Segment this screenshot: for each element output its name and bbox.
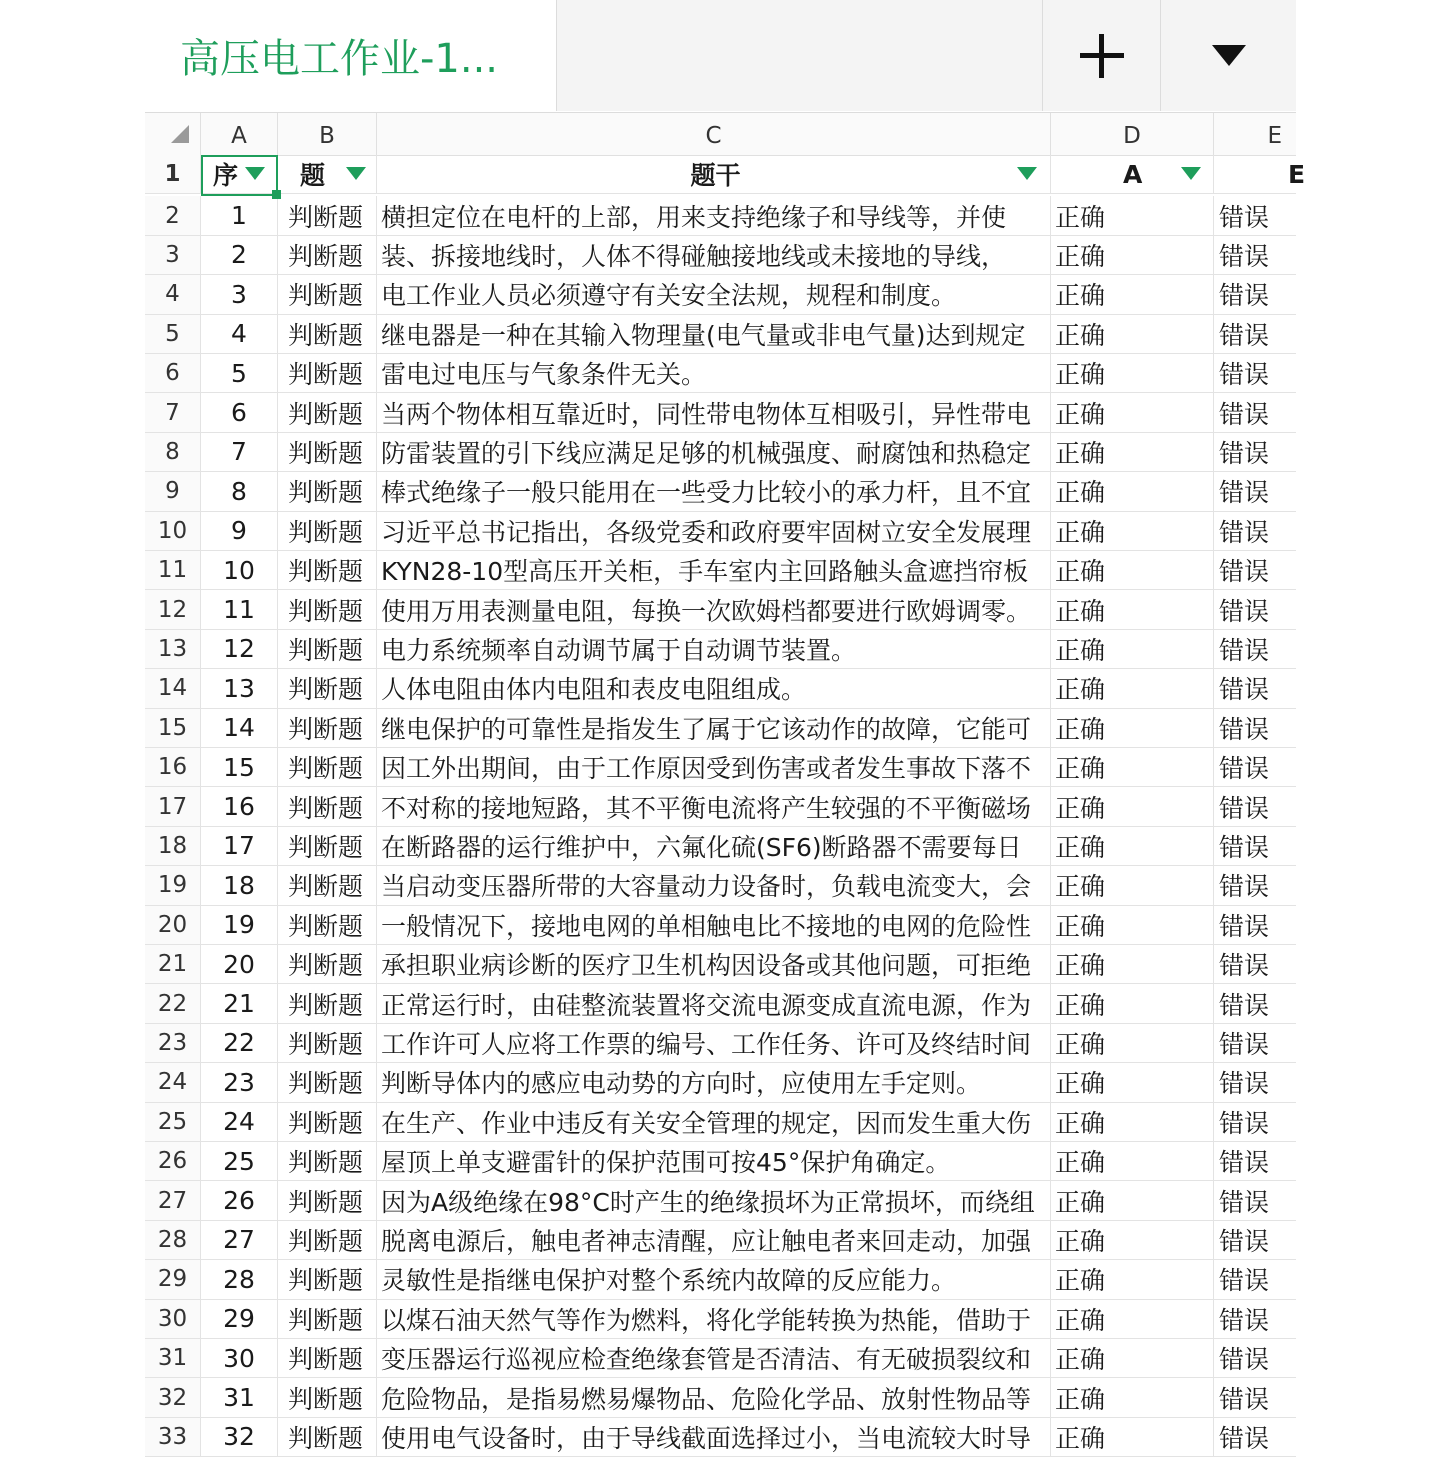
cell-type[interactable]: 判断题 bbox=[278, 669, 377, 707]
cell-seq[interactable]: 30 bbox=[201, 1339, 278, 1377]
cell-option-b[interactable]: 错误 bbox=[1219, 320, 1270, 350]
sheet-tab-active[interactable] bbox=[145, 0, 557, 111]
cell-type[interactable]: 判断题 bbox=[278, 433, 377, 471]
cell-stem[interactable]: 装、拆接地线时，人体不得碰触接地线或未接地的导线， bbox=[377, 236, 1051, 274]
cell-seq[interactable]: 13 bbox=[201, 669, 278, 707]
cell-seq[interactable]: 24 bbox=[201, 1103, 278, 1141]
cell-option-b[interactable]: 错误 bbox=[1219, 1345, 1270, 1375]
table-row bbox=[145, 630, 1296, 669]
cell-type[interactable]: 判断题 bbox=[278, 906, 377, 944]
row-number[interactable]: 29 bbox=[145, 1260, 201, 1298]
row-number[interactable]: 4 bbox=[145, 275, 201, 313]
cell-stem[interactable]: 工作许可人应将工作票的编号、工作任务、许可及终结时间 bbox=[377, 1024, 1051, 1062]
cell-seq[interactable]: 3 bbox=[201, 275, 278, 313]
cell-seq[interactable]: 20 bbox=[201, 945, 278, 983]
select-all-corner[interactable] bbox=[145, 113, 201, 155]
cell-stem[interactable]: 不对称的接地短路，其不平衡电流将产生较强的不平衡磁场 bbox=[377, 787, 1051, 825]
cell-stem[interactable]: 使用电气设备时，由于导线截面选择过小，当电流较大时导 bbox=[377, 1418, 1051, 1456]
plus-icon bbox=[1078, 32, 1126, 80]
cell-option-a[interactable]: 正确 bbox=[1051, 1260, 1214, 1298]
cell-type[interactable]: 判断题 bbox=[278, 275, 377, 313]
cell-seq[interactable]: 25 bbox=[201, 1142, 278, 1180]
cell-stem[interactable]: 正常运行时，由硅整流装置将交流电源变成直流电源，作为 bbox=[377, 984, 1051, 1022]
cell-stem[interactable]: 因工外出期间，由于工作原因受到伤害或者发生事故下落不 bbox=[377, 748, 1051, 786]
cell-stem[interactable]: 因为A级绝缘在98°C时产生的绝缘损坏为正常损坏，而绕组 bbox=[377, 1181, 1051, 1219]
cell-type[interactable]: 判断题 bbox=[278, 1260, 377, 1298]
add-sheet-button[interactable] bbox=[1043, 0, 1161, 111]
cell-option-a[interactable]: 正确 bbox=[1051, 1063, 1214, 1101]
header-row bbox=[145, 155, 1306, 194]
cell-stem[interactable]: 人体电阻由体内电阻和表皮电阻组成。 bbox=[377, 669, 1051, 707]
cell-option-b[interactable]: 错误 bbox=[1219, 478, 1270, 508]
row-number[interactable]: 1 bbox=[145, 155, 201, 193]
table-row bbox=[145, 393, 1296, 432]
cell-type[interactable]: 判断题 bbox=[278, 551, 377, 589]
cell-type[interactable]: 判断题 bbox=[278, 1300, 377, 1338]
cell-seq[interactable]: 10 bbox=[201, 551, 278, 589]
header-cell-option-a[interactable] bbox=[1051, 155, 1214, 193]
table-row bbox=[145, 275, 1296, 314]
row-number[interactable]: 23 bbox=[145, 1024, 201, 1062]
filter-triangle-icon[interactable] bbox=[1017, 167, 1037, 181]
cell-stem[interactable]: 习近平总书记指出，各级党委和政府要牢固树立安全发展理 bbox=[377, 512, 1051, 550]
cell-type[interactable]: 判断题 bbox=[278, 827, 377, 865]
cell-option-b[interactable]: 错误 bbox=[1219, 399, 1270, 429]
row-number[interactable]: 16 bbox=[145, 748, 201, 786]
sheet-tab-title: 高压电工作业-1... bbox=[180, 36, 499, 82]
cell-type[interactable]: 判断题 bbox=[278, 1221, 377, 1259]
cell-stem[interactable]: 以煤石油天然气等作为燃料，将化学能转换为热能，借助于 bbox=[377, 1300, 1051, 1338]
cell-option-a[interactable]: 正确 bbox=[1051, 1024, 1214, 1062]
row-number[interactable]: 13 bbox=[145, 630, 201, 668]
cell-option-b[interactable]: 错误 bbox=[1219, 635, 1270, 665]
table-row bbox=[145, 945, 1296, 984]
row-number[interactable]: 26 bbox=[145, 1142, 201, 1180]
row-number[interactable]: 9 bbox=[145, 472, 201, 510]
cell-seq[interactable]: 17 bbox=[201, 827, 278, 865]
row-number[interactable]: 12 bbox=[145, 590, 201, 628]
cell-type[interactable]: 判断题 bbox=[278, 1418, 377, 1456]
cell-option-a[interactable]: 正确 bbox=[1051, 787, 1214, 825]
cell-option-a[interactable]: 正确 bbox=[1051, 1142, 1214, 1180]
cell-type[interactable]: 判断题 bbox=[278, 984, 377, 1022]
table-row bbox=[145, 354, 1296, 393]
cell-option-b[interactable]: 错误 bbox=[1219, 596, 1270, 626]
cell-option-b[interactable]: 错误 bbox=[1219, 675, 1270, 705]
cell-option-b[interactable]: 错误 bbox=[1219, 754, 1270, 784]
cell-stem[interactable]: 继电保护的可靠性是指发生了属于它该动作的故障，它能可 bbox=[377, 709, 1051, 747]
row-number[interactable]: 30 bbox=[145, 1300, 201, 1338]
cell-seq[interactable]: 29 bbox=[201, 1300, 278, 1338]
cell-type[interactable]: 判断题 bbox=[278, 787, 377, 825]
cell-option-b[interactable]: 错误 bbox=[1219, 557, 1270, 587]
table-row bbox=[145, 1142, 1296, 1181]
cell-stem[interactable]: 灵敏性是指继电保护对整个系统内故障的反应能力。 bbox=[377, 1260, 1051, 1298]
table-row bbox=[145, 1300, 1296, 1339]
cell-seq[interactable]: 11 bbox=[201, 590, 278, 628]
cell-option-a[interactable]: 正确 bbox=[1051, 354, 1214, 392]
row-number[interactable]: 21 bbox=[145, 945, 201, 983]
table-row bbox=[145, 827, 1296, 866]
row-number[interactable]: 27 bbox=[145, 1181, 201, 1219]
row-number[interactable]: 32 bbox=[145, 1378, 201, 1416]
cell-type[interactable]: 判断题 bbox=[278, 590, 377, 628]
row-number[interactable]: 28 bbox=[145, 1221, 201, 1259]
header-label-type: 题 bbox=[300, 161, 326, 191]
cell-type[interactable]: 判断题 bbox=[278, 1103, 377, 1141]
header-label-option-b: E bbox=[1288, 159, 1306, 189]
table-row bbox=[145, 472, 1296, 511]
table-row bbox=[145, 433, 1296, 472]
cell-option-a[interactable]: 正确 bbox=[1051, 393, 1214, 431]
cell-stem[interactable]: 当启动变压器所带的大容量动力设备时，负载电流变大，会 bbox=[377, 866, 1051, 904]
table-row bbox=[145, 315, 1296, 354]
cell-seq[interactable]: 16 bbox=[201, 787, 278, 825]
cell-option-a[interactable]: 正确 bbox=[1051, 827, 1214, 865]
row-number[interactable]: 17 bbox=[145, 787, 201, 825]
spreadsheet-app bbox=[145, 0, 1306, 1453]
cell-option-b[interactable]: 错误 bbox=[1219, 911, 1270, 941]
cell-option-b[interactable]: 错误 bbox=[1219, 1069, 1270, 1099]
row-number[interactable]: 10 bbox=[145, 512, 201, 550]
cell-stem[interactable]: 雷电过电压与气象条件无关。 bbox=[377, 354, 1051, 392]
cell-seq[interactable]: 7 bbox=[201, 433, 278, 471]
cell-seq[interactable]: 22 bbox=[201, 1024, 278, 1062]
cell-stem[interactable]: 棒式绝缘子一般只能用在一些受力比较小的承力杆，且不宜 bbox=[377, 472, 1051, 510]
row-number[interactable]: 2 bbox=[145, 196, 201, 234]
cell-stem[interactable]: 屋顶上单支避雷针的保护范围可按45°保护角确定。 bbox=[377, 1142, 1051, 1180]
cell-option-a[interactable]: 正确 bbox=[1051, 315, 1214, 353]
cell-stem[interactable]: 危险物品，是指易燃易爆物品、危险化学品、放射性物品等 bbox=[377, 1378, 1051, 1416]
cell-type[interactable]: 判断题 bbox=[278, 1063, 377, 1101]
cell-seq[interactable]: 9 bbox=[201, 512, 278, 550]
column-header-bar bbox=[145, 113, 1296, 156]
cell-stem[interactable]: 电力系统频率自动调节属于自动调节装置。 bbox=[377, 630, 1051, 668]
cell-type[interactable]: 判断题 bbox=[278, 236, 377, 274]
cell-option-a[interactable]: 正确 bbox=[1051, 433, 1214, 471]
cell-option-b[interactable]: 错误 bbox=[1219, 793, 1270, 823]
cell-seq[interactable]: 5 bbox=[201, 354, 278, 392]
row-number[interactable]: 3 bbox=[145, 236, 201, 274]
header-cell-option-b[interactable] bbox=[1214, 155, 1314, 193]
cell-option-b[interactable]: 错误 bbox=[1219, 281, 1270, 311]
cell-stem[interactable]: 变压器运行巡视应检查绝缘套管是否清洁、有无破损裂纹和 bbox=[377, 1339, 1051, 1377]
cell-type[interactable]: 判断题 bbox=[278, 709, 377, 747]
cell-type[interactable]: 判断题 bbox=[278, 196, 377, 234]
cell-option-a[interactable]: 正确 bbox=[1051, 630, 1214, 668]
cell-type[interactable]: 判断题 bbox=[278, 1142, 377, 1180]
cell-type[interactable]: 判断题 bbox=[278, 748, 377, 786]
table-row bbox=[145, 1418, 1296, 1457]
table-row bbox=[145, 1024, 1296, 1063]
cell-option-b[interactable]: 错误 bbox=[1219, 1266, 1270, 1296]
cell-option-a[interactable]: 正确 bbox=[1051, 236, 1214, 274]
cell-type[interactable]: 判断题 bbox=[278, 512, 377, 550]
filter-triangle-icon[interactable] bbox=[346, 167, 366, 181]
cell-option-b[interactable]: 错误 bbox=[1219, 1384, 1270, 1414]
cell-option-a[interactable]: 正确 bbox=[1051, 984, 1214, 1022]
cell-option-b[interactable]: 错误 bbox=[1219, 202, 1270, 232]
cell-option-a[interactable]: 正确 bbox=[1051, 1103, 1214, 1141]
header-cell-type[interactable] bbox=[278, 155, 377, 193]
cell-seq[interactable]: 1 bbox=[201, 196, 278, 234]
cell-option-a[interactable]: 正确 bbox=[1051, 669, 1214, 707]
cell-seq[interactable]: 2 bbox=[201, 236, 278, 274]
cell-option-b[interactable]: 错误 bbox=[1219, 714, 1270, 744]
cell-option-a[interactable]: 正确 bbox=[1051, 709, 1214, 747]
fill-handle[interactable] bbox=[272, 190, 281, 199]
tab-bar-empty-area bbox=[557, 0, 1043, 111]
cell-stem[interactable]: 当两个物体相互靠近时，同性带电物体互相吸引，异性带电 bbox=[377, 393, 1051, 431]
cell-stem[interactable]: 横担定位在电杆的上部，用来支持绝缘子和导线等，并使 bbox=[377, 196, 1051, 234]
cell-option-a[interactable]: 正确 bbox=[1051, 748, 1214, 786]
cell-option-b[interactable]: 错误 bbox=[1219, 241, 1270, 271]
table-row bbox=[145, 590, 1296, 629]
cell-type[interactable]: 判断题 bbox=[278, 1181, 377, 1219]
row-number[interactable]: 15 bbox=[145, 709, 201, 747]
cell-option-b[interactable]: 错误 bbox=[1219, 1108, 1270, 1138]
cell-option-b[interactable]: 错误 bbox=[1219, 1148, 1270, 1178]
cell-type[interactable]: 判断题 bbox=[278, 472, 377, 510]
cell-type[interactable]: 判断题 bbox=[278, 315, 377, 353]
cell-option-a[interactable]: 正确 bbox=[1051, 196, 1214, 234]
cell-option-b[interactable]: 错误 bbox=[1219, 360, 1270, 390]
row-number[interactable]: 24 bbox=[145, 1063, 201, 1101]
cell-option-b[interactable]: 错误 bbox=[1219, 438, 1270, 468]
cell-seq[interactable]: 8 bbox=[201, 472, 278, 510]
cell-type[interactable]: 判断题 bbox=[278, 945, 377, 983]
cell-stem[interactable]: 一般情况下，接地电网的单相触电比不接地的电网的危险性 bbox=[377, 906, 1051, 944]
cell-seq[interactable]: 28 bbox=[201, 1260, 278, 1298]
cell-type[interactable]: 判断题 bbox=[278, 354, 377, 392]
table-row bbox=[145, 748, 1296, 787]
header-label-seq: 序 bbox=[213, 161, 239, 191]
cell-seq[interactable]: 21 bbox=[201, 984, 278, 1022]
cell-stem[interactable]: 防雷装置的引下线应满足足够的机械强度、耐腐蚀和热稳定 bbox=[377, 433, 1051, 471]
column-header-b[interactable]: B bbox=[278, 113, 377, 155]
cell-stem[interactable]: 脱离电源后，触电者神志清醒，应让触电者来回走动，加强 bbox=[377, 1221, 1051, 1259]
cell-option-a[interactable]: 正确 bbox=[1051, 551, 1214, 589]
row-number[interactable]: 6 bbox=[145, 354, 201, 392]
cell-type[interactable]: 判断题 bbox=[278, 630, 377, 668]
sheet-menu-button[interactable] bbox=[1161, 0, 1296, 111]
table-row bbox=[145, 512, 1296, 551]
corner-triangle-icon bbox=[145, 113, 201, 155]
cell-seq[interactable]: 14 bbox=[201, 709, 278, 747]
cell-stem[interactable]: 使用万用表测量电阻，每换一次欧姆档都要进行欧姆调零。 bbox=[377, 590, 1051, 628]
sheet-tab-bar bbox=[145, 0, 1296, 113]
table-row bbox=[145, 236, 1296, 275]
cell-option-a[interactable]: 正确 bbox=[1051, 1300, 1214, 1338]
column-header-e[interactable]: E bbox=[1267, 123, 1282, 149]
row-number[interactable]: 8 bbox=[145, 433, 201, 471]
filter-triangle-icon[interactable] bbox=[1181, 167, 1201, 181]
cell-option-a[interactable]: 正确 bbox=[1051, 512, 1214, 550]
cell-option-a[interactable]: 正确 bbox=[1051, 275, 1214, 313]
header-cell-stem[interactable] bbox=[377, 155, 1051, 193]
cell-seq[interactable]: 18 bbox=[201, 866, 278, 904]
cell-stem[interactable]: 在断路器的运行维护中，六氟化硫(SF6)断路器不需要每日 bbox=[377, 827, 1051, 865]
triangle-down-icon bbox=[1212, 45, 1246, 67]
cell-type[interactable]: 判断题 bbox=[278, 1339, 377, 1377]
cell-type[interactable]: 判断题 bbox=[278, 1024, 377, 1062]
table-row bbox=[145, 196, 1296, 235]
cell-option-b[interactable]: 错误 bbox=[1219, 1226, 1270, 1256]
cell-stem[interactable]: 在生产、作业中违反有关安全管理的规定，因而发生重大伤 bbox=[377, 1103, 1051, 1141]
cell-option-a[interactable]: 正确 bbox=[1051, 1418, 1214, 1456]
table-row bbox=[145, 984, 1296, 1023]
cell-seq[interactable]: 4 bbox=[201, 315, 278, 353]
header-label-option-a: A bbox=[1123, 159, 1143, 189]
header-cell-seq[interactable] bbox=[201, 155, 278, 193]
cell-option-a[interactable]: 正确 bbox=[1051, 945, 1214, 983]
cell-option-a[interactable]: 正确 bbox=[1051, 472, 1214, 510]
table-row bbox=[145, 1103, 1296, 1142]
table-row bbox=[145, 866, 1296, 905]
cell-option-b[interactable]: 错误 bbox=[1219, 832, 1270, 862]
column-header-a[interactable]: A bbox=[201, 113, 278, 155]
table-row bbox=[145, 1181, 1296, 1220]
cell-seq[interactable]: 15 bbox=[201, 748, 278, 786]
cell-option-a[interactable]: 正确 bbox=[1051, 1221, 1214, 1259]
cell-type[interactable]: 判断题 bbox=[278, 1378, 377, 1416]
row-number[interactable]: 19 bbox=[145, 866, 201, 904]
table-row bbox=[145, 669, 1296, 708]
row-number[interactable]: 11 bbox=[145, 551, 201, 589]
filter-triangle-icon[interactable] bbox=[245, 167, 265, 181]
cell-option-b[interactable]: 错误 bbox=[1219, 1029, 1270, 1059]
row-number[interactable]: 33 bbox=[145, 1418, 201, 1456]
cell-option-a[interactable]: 正确 bbox=[1051, 866, 1214, 904]
cell-seq[interactable]: 32 bbox=[201, 1418, 278, 1456]
cell-seq[interactable]: 31 bbox=[201, 1378, 278, 1416]
table-row bbox=[145, 1339, 1296, 1378]
table-row bbox=[145, 787, 1296, 826]
cell-type[interactable]: 判断题 bbox=[278, 393, 377, 431]
cell-stem[interactable]: 承担职业病诊断的医疗卫生机构因设备或其他问题，可拒绝 bbox=[377, 945, 1051, 983]
table-row bbox=[145, 1221, 1296, 1260]
table-row bbox=[145, 551, 1296, 590]
row-number[interactable]: 25 bbox=[145, 1103, 201, 1141]
cell-option-b[interactable]: 错误 bbox=[1219, 990, 1270, 1020]
cell-stem[interactable]: KYN28-10型高压开关柜，手车室内主回路触头盒遮挡帘板 bbox=[377, 551, 1051, 589]
cell-option-b[interactable]: 错误 bbox=[1219, 1423, 1270, 1453]
row-number[interactable]: 14 bbox=[145, 669, 201, 707]
cell-seq[interactable]: 19 bbox=[201, 906, 278, 944]
row-number[interactable]: 5 bbox=[145, 315, 201, 353]
cell-option-a[interactable]: 正确 bbox=[1051, 1378, 1214, 1416]
table-row bbox=[145, 1378, 1296, 1417]
row-number[interactable]: 18 bbox=[145, 827, 201, 865]
row-number[interactable]: 7 bbox=[145, 393, 201, 431]
cell-type[interactable]: 判断题 bbox=[278, 866, 377, 904]
cell-seq[interactable]: 27 bbox=[201, 1221, 278, 1259]
cell-option-b[interactable]: 错误 bbox=[1219, 872, 1270, 902]
header-label-stem: 题干 bbox=[690, 161, 741, 191]
table-row bbox=[145, 1260, 1296, 1299]
cell-stem[interactable]: 判断导体内的感应电动势的方向时，应使用左手定则。 bbox=[377, 1063, 1051, 1101]
cell-option-a[interactable]: 正确 bbox=[1051, 590, 1214, 628]
row-number[interactable]: 22 bbox=[145, 984, 201, 1022]
cell-option-b[interactable]: 错误 bbox=[1219, 517, 1270, 547]
table-row bbox=[145, 906, 1296, 945]
cell-seq[interactable]: 6 bbox=[201, 393, 278, 431]
cell-option-b[interactable]: 错误 bbox=[1219, 1305, 1270, 1335]
table-row bbox=[145, 1063, 1296, 1102]
cell-option-a[interactable]: 正确 bbox=[1051, 906, 1214, 944]
table-row bbox=[145, 709, 1296, 748]
column-header-c[interactable]: C bbox=[377, 113, 1051, 155]
column-header-d[interactable]: D bbox=[1051, 113, 1214, 155]
row-number[interactable]: 31 bbox=[145, 1339, 201, 1377]
cell-seq[interactable]: 23 bbox=[201, 1063, 278, 1101]
cell-option-b[interactable]: 错误 bbox=[1219, 1187, 1270, 1217]
cell-option-a[interactable]: 正确 bbox=[1051, 1339, 1214, 1377]
cell-seq[interactable]: 26 bbox=[201, 1181, 278, 1219]
cell-stem[interactable]: 继电器是一种在其输入物理量(电气量或非电气量)达到规定 bbox=[377, 315, 1051, 353]
cell-stem[interactable]: 电工作业人员必须遵守有关安全法规，规程和制度。 bbox=[377, 275, 1051, 313]
row-number[interactable]: 20 bbox=[145, 906, 201, 944]
cell-option-b[interactable]: 错误 bbox=[1219, 951, 1270, 981]
cell-option-a[interactable]: 正确 bbox=[1051, 1181, 1214, 1219]
cell-seq[interactable]: 12 bbox=[201, 630, 278, 668]
